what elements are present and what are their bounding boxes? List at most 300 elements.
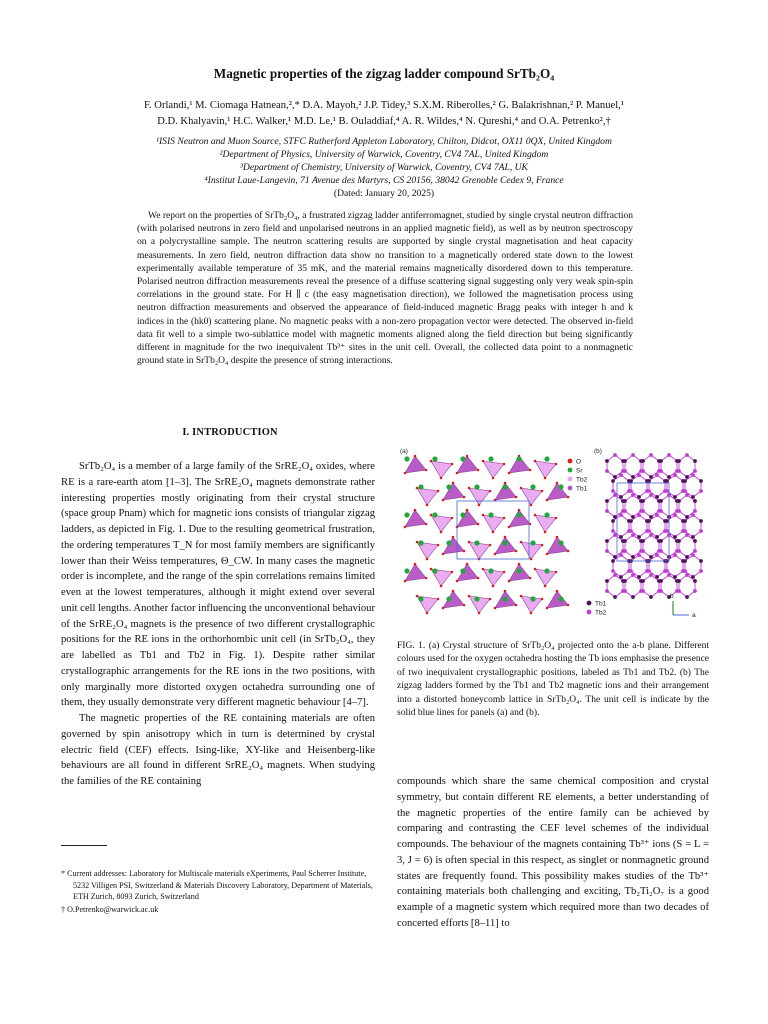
tb-ion <box>619 553 623 557</box>
tb-ion <box>659 589 663 593</box>
tb-ion <box>649 573 653 577</box>
oxygen-atom <box>416 595 419 598</box>
axis-b-label: b <box>670 593 674 600</box>
tb-ion <box>605 499 609 503</box>
oxygen-atom <box>463 550 466 553</box>
tb-ion <box>655 553 659 557</box>
octahedron <box>469 488 490 505</box>
tb-ion <box>683 529 687 533</box>
oxygen-atom <box>426 612 429 615</box>
oxygen-atom <box>555 517 558 520</box>
sr-atom <box>530 596 535 601</box>
oxygen-atom <box>414 509 417 512</box>
tb-ion <box>629 489 633 493</box>
oxygen-atom <box>426 504 429 507</box>
sr-atom <box>404 512 409 517</box>
oxygen-atom <box>494 553 497 556</box>
tb-ion <box>683 559 687 563</box>
oxygen-atom <box>466 509 469 512</box>
affiliation-4: ⁴Institut Laue-Langevin, 71 Avenue des Martyrs, CS 20156, 38042 Grenoble Cedex 9, France <box>204 175 564 186</box>
tb-ion <box>619 473 623 477</box>
oxygen-atom <box>508 526 511 529</box>
oxygen-atom <box>508 472 511 475</box>
authors-line-1: F. Orlandi,¹ M. Ciomaga Hatnean,²,* D.A. Mayoh,² J.P. Tidey,³ S.X.M. Riberolles,² G. Balakrishnan,² P. Manuel,¹ <box>143 100 625 111</box>
tb-ion <box>677 579 681 583</box>
oxygen-atom <box>529 469 532 472</box>
tb-ion <box>623 589 627 593</box>
tb-ion <box>699 569 703 573</box>
octahedron <box>457 564 478 581</box>
oxygen-atom <box>451 517 454 520</box>
tb-ion <box>677 499 681 503</box>
sr-atom <box>460 512 465 517</box>
sr-atom <box>418 540 423 545</box>
octahedron <box>547 591 568 608</box>
tb-ion <box>665 479 669 483</box>
oxygen-atom <box>416 541 419 544</box>
oxygen-atom <box>489 544 492 547</box>
oxygen-atom <box>546 607 549 610</box>
tb-ion <box>685 493 689 497</box>
tb-ion <box>677 469 681 473</box>
tb-ion <box>629 569 633 573</box>
oxygen-atom <box>478 612 481 615</box>
tb-ion <box>693 499 697 503</box>
panel-b-label: (b) <box>594 448 602 455</box>
oxygen-atom <box>477 523 480 526</box>
oxygen-atom <box>456 580 459 583</box>
oxygen-atom <box>503 571 506 574</box>
tb-ion <box>677 549 681 553</box>
sr-atom <box>502 484 507 489</box>
oxygen-atom <box>534 514 537 517</box>
octahedron <box>469 542 490 559</box>
tb-ion <box>673 553 677 557</box>
oxygen-atom <box>518 563 521 566</box>
sr-atom <box>544 568 549 573</box>
octahedron <box>547 483 568 500</box>
oxygen-atom <box>463 496 466 499</box>
tb-ion <box>649 453 653 457</box>
intro-paragraph-1: SrTb₂O₄ is a member of a large family of the SrRE₂O₄ oxides, where RE is a rare-earth atom [1–3]. The SrRE₂O₄ magnets demonstrate rather interesting properties mostly originating from their crystal structure (space group Pnam) which for magnetic ions consists of triangular zigzag ladders, as depicted in Fig. 1. Due to the resulting geometrical frustration, the ordering temperatures T_N for most family members are significantly lower than their Weiss temperatures, Θ_CW. In many cases the magnetic order is incomplete, and the range of the spin correlations remains limited even at the lowest temperatures, although it might extend over several unit cell lengths. Another factor influencing the unconventional behaviour of the SrRE₂O₄ magnets is the presence of two different crystallographic positions for the RE ions in the orthorhombic unit cell (in SrTb₂O₄, they are labelled as Tb1 and Tb2 in Fig. 1). Despite rather similar crystallographic arrangements for the RE ions in the two positions, with only marginally more distorted oxygen octahedra surrounding one of them, they usually demonstrate very different magnetic behaviour [4–7]. <box>61 461 375 709</box>
sr-atom <box>516 568 521 573</box>
oxygen-atom <box>556 536 559 539</box>
paper-title: Magnetic properties of the zigzag ladder compound SrTb₂O₄ <box>213 66 555 81</box>
oxygen-atom <box>489 490 492 493</box>
tb-ion <box>631 493 635 497</box>
oxygen-atom <box>482 514 485 517</box>
tb-ion <box>619 513 623 517</box>
oxygen-atom <box>556 590 559 593</box>
affiliations <box>70 135 698 200</box>
tb-ion <box>693 459 697 463</box>
sr-atom <box>530 540 535 545</box>
octahedron <box>405 510 426 527</box>
tb-ion <box>683 489 687 493</box>
oxygen-atom <box>416 487 419 490</box>
oxygen-atom <box>541 490 544 493</box>
legend-label: Tb1 <box>576 485 588 493</box>
oxygen-atom <box>437 598 440 601</box>
tb-ion <box>641 539 645 543</box>
tb-ion <box>673 473 677 477</box>
tb-ion <box>623 459 627 463</box>
oxygen-atom <box>555 571 558 574</box>
legend-swatch <box>568 468 573 473</box>
tb-ion <box>647 529 651 533</box>
panel-b-axes <box>670 593 696 619</box>
sr-atom <box>544 456 549 461</box>
section-heading: I. INTRODUCTION <box>182 427 278 438</box>
tb-ion <box>641 549 645 553</box>
legend-swatch <box>587 601 592 606</box>
oxygen-atom <box>482 568 485 571</box>
oxygen-atom <box>468 595 471 598</box>
left-column <box>61 459 375 790</box>
octahedron <box>457 456 478 473</box>
octahedron <box>521 488 542 505</box>
tb-ion <box>641 469 645 473</box>
affiliation-3: ³Department of Chemistry, University of Warwick, Coventry, CV4 7AL, UK <box>240 162 528 173</box>
oxygen-atom <box>534 460 537 463</box>
oxygen-atom <box>492 531 495 534</box>
oxygen-atom <box>567 496 570 499</box>
oxygen-atom <box>520 487 523 490</box>
oxygen-atom <box>425 469 428 472</box>
tb-ion <box>605 549 609 553</box>
figure-1 <box>397 443 709 623</box>
oxygen-atom <box>520 541 523 544</box>
tb-ion <box>611 529 615 533</box>
tb-ion <box>665 529 669 533</box>
octahedron <box>431 461 452 478</box>
oxygen-atom <box>530 504 533 507</box>
tb-ion <box>631 595 635 599</box>
tb-ion <box>637 513 641 517</box>
sr-atom <box>474 596 479 601</box>
oxygen-atom <box>534 568 537 571</box>
sr-atom <box>558 596 563 601</box>
oxygen-atom <box>437 544 440 547</box>
tb-ion <box>647 489 651 493</box>
figure-caption: FIG. 1. (a) Crystal structure of SrTb₂O₄ projected onto the a-b plane. Different colours used for the oxygen octahedra hosting the Tb ions emphasise the presence of two inequivalent crystallographic positions, labeled as Tb1 and Tb2. (b) The zigzag ladders formed by the Tb1 and Tb2 magnetic ions and their arrangement into a distorted honeycomb lattice in SrTb₂O₄. The unit cell is indicate by the solid blue lines for panels (a) and (b). <box>397 641 709 719</box>
octahedron <box>443 591 464 608</box>
oxygen-atom <box>530 558 533 561</box>
tb-ion <box>641 509 645 513</box>
date-line: (Dated: January 20, 2025) <box>333 188 435 199</box>
oxygen-atom <box>494 607 497 610</box>
oxygen-atom <box>530 612 533 615</box>
oxygen-atom <box>451 463 454 466</box>
oxygen-atom <box>477 469 480 472</box>
sr-atom <box>446 484 451 489</box>
tb-ion <box>649 533 653 537</box>
oxygen-atom <box>452 536 455 539</box>
oxygen-atom <box>452 590 455 593</box>
oxygen-atom <box>529 577 532 580</box>
tb-ion <box>667 573 671 577</box>
footnote-current-address: * Current addresses: Laboratory for Multiscale materials eXperiments, Paul Scherrer Institute, 5232 Villigen PSI, Switzerland & Materials Discovery Laboratory, Department of Materials, ETH Zurich, 8093 Zurich, Switzerland <box>61 869 373 902</box>
tb-ion <box>699 529 703 533</box>
sr-atom <box>404 568 409 573</box>
oxygen-atom <box>567 550 570 553</box>
tb-ion <box>665 569 669 573</box>
tb-ion <box>693 469 697 473</box>
sr-atom <box>446 540 451 545</box>
tb-ion <box>611 559 615 563</box>
tb-ion <box>691 553 695 557</box>
tb-ion <box>611 479 615 483</box>
legend-swatch <box>568 477 573 482</box>
tb-ion <box>647 519 651 523</box>
abstract-text: We report on the properties of SrTb₂O₄, a frustrated zigzag ladder antiferromagnet, studied by single crystal neutron diffraction (with polarised neutrons in zero field and unpolarised neutrons in an applied magnetic field), as well as by neutron spectroscopy on a polycrystalline sample. The neutron scattering results are supported by single crystal magnetisation and heat capacity measurements. In zero field, neutron diffraction data show no transition to a magnetically ordered state down to the lowest experimentally available temperature of 35 mK, and the material remains magnetically disordered down to this temperature. Polarised neutron diffraction measurements reveal the presence of a diffuse scattering signal suggesting only very weak spin-spin correlations in the ground state. For H ∥ c (the easy magnetisation direction), we followed the magnetisation process using neutron diffraction measurements and observed the appearance of field-induced magnetic Bragg peaks with integer h and k indices in the (hk0) scattering plane. No magnetic peaks with a non-zero propagation vector were detected. The observed in-field data fit well to a simple two-sublattice model with magnetic moments aligned along the field direction but being significantly different in magnitude for the two inequivalent Tb³⁺ sites in the unit cell. Overall, the collected data point to a nonmagnetic ground state in SrTb₂O₄ despite the presence of strong interactions. <box>137 211 633 367</box>
author-list <box>70 98 698 129</box>
oxygen-atom <box>546 553 549 556</box>
sr-atom <box>488 568 493 573</box>
oxygen-atom <box>518 509 521 512</box>
affiliation-1: ¹ISIS Neutron and Muon Source, STFC Rutherford Appleton Laboratory, Chilton, Didcot, OX11 0QX, United Kingdom <box>156 136 612 147</box>
tb-ion <box>677 509 681 513</box>
tb-ion <box>631 533 635 537</box>
tb-ion <box>667 453 671 457</box>
tb-ion <box>685 453 689 457</box>
octahedron <box>443 537 464 554</box>
tb-ion <box>699 519 703 523</box>
affiliation-2: ²Department of Physics, University of Warwick, Coventry, CV4 7AL, United Kingdom <box>219 149 549 160</box>
oxygen-atom <box>503 517 506 520</box>
tb-ion <box>613 453 617 457</box>
abstract <box>137 210 633 368</box>
oxygen-atom <box>442 607 445 610</box>
sr-atom <box>446 596 451 601</box>
octahedron <box>535 515 556 532</box>
tb-ion <box>605 539 609 543</box>
tb-ion <box>685 595 689 599</box>
oxygen-atom <box>468 487 471 490</box>
tb-ion <box>685 573 689 577</box>
oxygen-atom <box>451 571 454 574</box>
tb-ion <box>649 493 653 497</box>
crystal-structure-figure <box>397 443 709 623</box>
tb-ion <box>691 513 695 517</box>
oxygen-atom <box>478 504 481 507</box>
tb-ion <box>673 513 677 517</box>
panel-b-legend <box>587 600 607 616</box>
octahedron <box>443 483 464 500</box>
tb-ion <box>685 533 689 537</box>
tb-ion <box>623 469 627 473</box>
sr-atom <box>544 512 549 517</box>
tb-ion <box>605 469 609 473</box>
tb-ion <box>637 553 641 557</box>
tb-ion <box>613 533 617 537</box>
tb-ion <box>623 499 627 503</box>
tb-ion <box>605 459 609 463</box>
axis-a-label: a <box>692 612 696 619</box>
oxygen-atom <box>504 482 507 485</box>
tb-ion <box>665 489 669 493</box>
octahedron <box>547 537 568 554</box>
authors-line-2: D.D. Khalyavin,¹ H.C. Walker,¹ M.D. Le,¹ B. Ouladdiaf,⁴ A. R. Wildes,⁴ N. Qureshi,⁴ and O.A. Petrenko²,† <box>157 115 611 127</box>
tb-ion <box>611 519 615 523</box>
sr-atom <box>460 456 465 461</box>
sr-atom <box>404 456 409 461</box>
tb-ion <box>659 579 663 583</box>
tb-ion <box>629 479 633 483</box>
oxygen-atom <box>468 541 471 544</box>
tb-ion <box>691 473 695 477</box>
footnote-divider <box>61 845 107 846</box>
tb-ion <box>693 589 697 593</box>
oxygen-atom <box>442 553 445 556</box>
tb-ion <box>623 579 627 583</box>
panel-a-legend <box>568 458 588 492</box>
oxygen-atom <box>414 563 417 566</box>
oxygen-atom <box>515 604 518 607</box>
sr-atom <box>558 540 563 545</box>
footnotes <box>61 868 375 916</box>
oxygen-atom <box>567 604 570 607</box>
oxygen-atom <box>489 598 492 601</box>
tb-ion <box>641 459 645 463</box>
tb-ion <box>655 513 659 517</box>
tb-ion <box>611 489 615 493</box>
sr-atom <box>502 540 507 545</box>
oxygen-atom <box>492 477 495 480</box>
tb-ion <box>693 539 697 543</box>
tb-ion <box>699 559 703 563</box>
tb-ion <box>647 479 651 483</box>
tb-ion <box>641 589 645 593</box>
sr-atom <box>516 512 521 517</box>
sr-atom <box>474 540 479 545</box>
tb-ion <box>613 595 617 599</box>
octahedron <box>431 515 452 532</box>
tb-ion <box>631 573 635 577</box>
oxygen-atom <box>544 531 547 534</box>
tb-ion <box>641 499 645 503</box>
sr-atom <box>530 484 535 489</box>
oxygen-atom <box>440 585 443 588</box>
sr-atom <box>474 484 479 489</box>
oxygen-atom <box>430 460 433 463</box>
tb-ion <box>683 569 687 573</box>
tb-ion <box>677 539 681 543</box>
tb-ion <box>665 519 669 523</box>
tb-ion <box>623 549 627 553</box>
tb-ion <box>611 569 615 573</box>
tb-ion <box>699 479 703 483</box>
oxygen-atom <box>504 590 507 593</box>
legend-label: Tb2 <box>595 609 607 617</box>
oxygen-atom <box>414 455 417 458</box>
tb-ion <box>693 579 697 583</box>
tb-ion <box>659 509 663 513</box>
oxygen-atom <box>504 536 507 539</box>
oxygen-atom <box>466 455 469 458</box>
tb-ion <box>631 453 635 457</box>
tb-ion <box>647 569 651 573</box>
oxygen-atom <box>477 577 480 580</box>
legend-swatch <box>587 610 592 615</box>
oxygen-atom <box>546 499 549 502</box>
tb-ion <box>623 539 627 543</box>
tb-ion <box>605 589 609 593</box>
oxygen-atom <box>404 526 407 529</box>
octahedron <box>535 461 556 478</box>
oxygen-atom <box>544 585 547 588</box>
oxygen-atom <box>430 514 433 517</box>
legend-label: Tb2 <box>576 476 588 484</box>
legend-label: Tb1 <box>595 600 607 608</box>
oxygen-atom <box>425 523 428 526</box>
sr-atom <box>432 568 437 573</box>
sr-atom <box>460 568 465 573</box>
oxygen-atom <box>466 563 469 566</box>
sr-atom <box>558 484 563 489</box>
oxygen-atom <box>404 472 407 475</box>
oxygen-atom <box>456 472 459 475</box>
octahedron <box>483 461 504 478</box>
oxygen-atom <box>426 558 429 561</box>
oxygen-atom <box>440 531 443 534</box>
tb-ion <box>659 539 663 543</box>
sr-atom <box>418 596 423 601</box>
oxygen-atom <box>503 463 506 466</box>
oxygen-atom <box>544 477 547 480</box>
oxygen-atom <box>508 580 511 583</box>
tb-ion <box>641 579 645 583</box>
octahedron <box>417 488 438 505</box>
oxygen-atom <box>442 499 445 502</box>
oxygen-atom <box>404 580 407 583</box>
sr-atom <box>502 596 507 601</box>
sr-atom <box>488 512 493 517</box>
oxygen-atom <box>437 490 440 493</box>
oxygen-atom <box>463 604 466 607</box>
intro-paragraph-2: The magnetic properties of the RE containing materials are often governed by spin anisotropy which in turn is determined by crystal electric field (CEF) effects. Ising-like, XY-like and Heisenberg-like behaviours are all found in different SrRE₂O₄ magnets. When studying the families of the RE containing <box>61 713 375 787</box>
tb-ion <box>693 549 697 553</box>
intro-paragraph-3: compounds which share the same chemical composition and crystal symmetry, but contain different RE elements, a better understanding of the magnetic properties of the entire family can be achieved by comparing and contrasting the CEF level schemes of the individual compounds. The behaviour of the magnets containing Tb³⁺ ions (S = L = 3, J = 6) is often special in this respect, as singlet or nonmagnetic ground states are frequently found. This possibility makes studies of the Tb³⁺ containing materials both challenging and exciting, Tb₂Ti₂O₇ is a good example of a magnetic system which required more than two decades of concerted efforts [8–11] to <box>397 776 709 929</box>
tb-ion <box>699 489 703 493</box>
panel-a-structure <box>404 455 570 615</box>
tb-ion <box>677 589 681 593</box>
tb-ion <box>659 469 663 473</box>
tb-ion <box>605 509 609 513</box>
tb-ion <box>677 459 681 463</box>
tb-ion <box>629 519 633 523</box>
sr-atom <box>432 512 437 517</box>
legend-swatch <box>568 486 573 491</box>
oxygen-atom <box>482 460 485 463</box>
oxygen-atom <box>430 568 433 571</box>
tb-ion <box>655 473 659 477</box>
tb-ion <box>613 573 617 577</box>
oxygen-atom <box>541 544 544 547</box>
oxygen-atom <box>452 482 455 485</box>
sr-atom <box>432 456 437 461</box>
oxygen-atom <box>440 477 443 480</box>
tb-ion <box>693 509 697 513</box>
sr-atom <box>488 456 493 461</box>
panel-b-honeycomb <box>605 453 703 599</box>
sr-atom <box>516 456 521 461</box>
tb-ion <box>659 549 663 553</box>
tb-ion <box>613 493 617 497</box>
tb-ion <box>623 509 627 513</box>
oxygen-atom <box>556 482 559 485</box>
tb-ion <box>683 479 687 483</box>
